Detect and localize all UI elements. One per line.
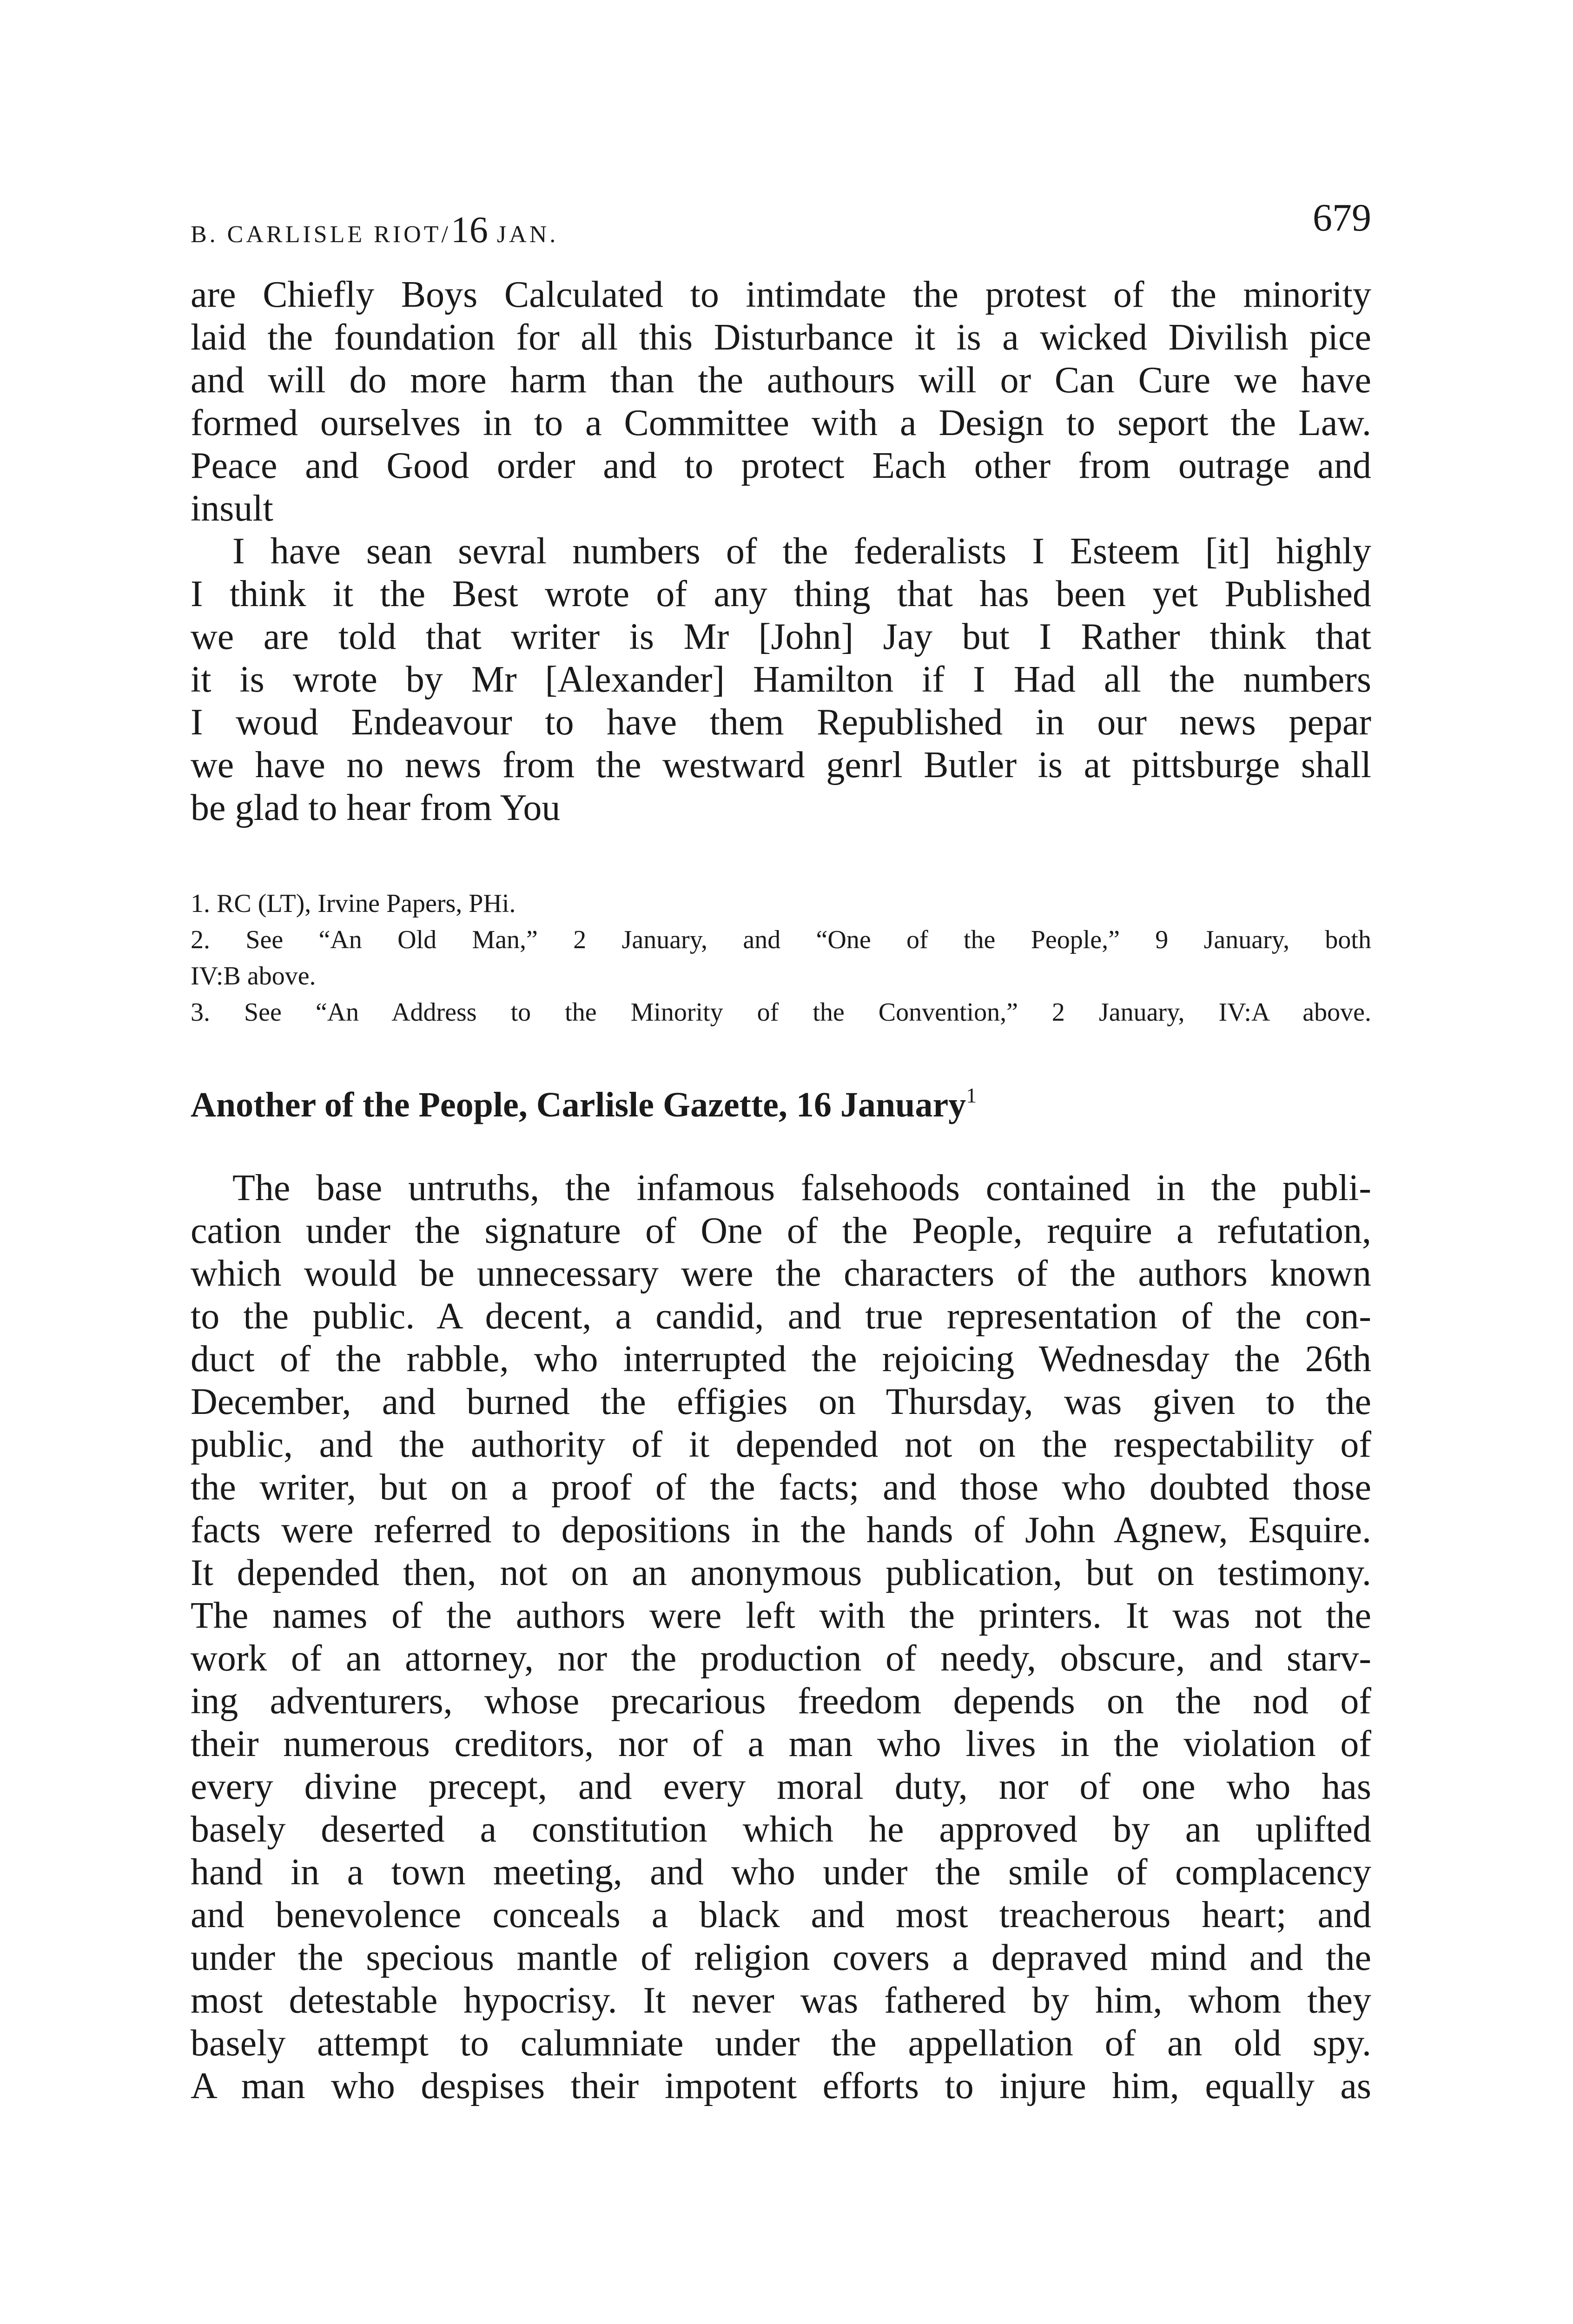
text-line: their numerous creditors, nor of a man who lives in the violation of	[191, 1723, 1371, 1764]
footnotes	[191, 885, 1371, 1030]
page-number: 679	[1313, 196, 1371, 239]
article-body	[191, 1167, 1371, 2107]
text-line: A man who despises their impotent efforts to injure him, equally as	[191, 2066, 1371, 2106]
text-line: It depended then, not on an anonymous publication, but on testimony.	[191, 1552, 1371, 1593]
footnote-line: IV:B above.	[191, 962, 316, 990]
text-line: work of an attorney, nor the production of needy, obscure, and starv-	[191, 1638, 1371, 1679]
text-line: it is wrote by Mr [Alexander] Hamilton if I Had all the numbers	[191, 659, 1371, 700]
text-line: we have no news from the westward genrl Butler is at pittsburge shall	[191, 745, 1371, 786]
text-line: are Chiefly Boys Calculated to intimdate the protest of the minority	[191, 274, 1371, 315]
text-line: duct of the rabble, who interrupted the rejoicing Wednesday the 26th	[191, 1339, 1371, 1380]
footnote-line: 3. See “An Address to the Minority of the Convention,” 2 January, IV:A above.	[191, 998, 1371, 1027]
text-line: laid the foundation for all this Disturbance it is a wicked Divilish pice	[191, 317, 1371, 358]
footnote-line: 2. See “An Old Man,” 2 January, and “One of the People,” 9 January, both	[191, 925, 1371, 954]
text-line: Peace and Good order and to protect Each other from outrage and	[191, 445, 1371, 486]
text-line: The names of the authors were left with the printers. It was not the	[191, 1595, 1371, 1636]
text-line: The base untruths, the infamous falsehoods contained in the publi-	[232, 1168, 1371, 1208]
text-line: under the specious mantle of religion covers a depraved mind and the	[191, 1937, 1371, 1978]
text-line: to the public. A decent, a candid, and true representation of the con-	[191, 1296, 1371, 1337]
text-line: every divine precept, and every moral duty, nor of one who has	[191, 1766, 1371, 1807]
text-line: and benevolence conceals a black and most treacherous heart; and	[191, 1895, 1371, 1935]
running-head-day: 16	[450, 210, 488, 251]
text-line: ing adventurers, whose precarious freedom depends on the nod of	[191, 1681, 1371, 1722]
text-line: we are told that writer is Mr [John] Jay but I Rather think that	[191, 616, 1371, 657]
text-line: public, and the authority of it depended not on the respectability of	[191, 1424, 1371, 1465]
running-head-suffix: JAN.	[488, 221, 559, 248]
letter-continuation	[191, 273, 1371, 829]
text-line: facts were referred to depositions in the hands of John Agnew, Esquire.	[191, 1510, 1371, 1551]
running-head-title	[191, 209, 558, 251]
text-line: which would be unnecessary were the characters of the authors known	[191, 1253, 1371, 1294]
text-line: the writer, but on a proof of the facts; and those who doubted those	[191, 1467, 1371, 1508]
running-head	[191, 195, 1371, 251]
text-line: basely attempt to calumniate under the appellation of an old spy.	[191, 2023, 1371, 2064]
text-line: basely deserted a constitution which he approved by an uplifted	[191, 1809, 1371, 1850]
text-line: December, and burned the effigies on Thursday, was given to the	[191, 1381, 1371, 1422]
text-line: insult	[191, 488, 273, 529]
text-line: most detestable hypocrisy. It never was fathered by him, whom they	[191, 1980, 1371, 2021]
footnote-line: 1. RC (LT), Irvine Papers, PHi.	[191, 889, 516, 918]
text-line: I have sean sevral numbers of the federalists I Esteem [it] highly	[232, 531, 1371, 572]
footnote-mark: 1	[966, 1083, 977, 1107]
text-line: formed ourselves in to a Committee with a Design to seport the Law.	[191, 403, 1371, 443]
text-line: hand in a town meeting, and who under the smile of complacency	[191, 1852, 1371, 1893]
running-head-prefix: B. CARLISLE RIOT/	[191, 221, 451, 248]
text-line: and will do more harm than the authours will or Can Cure we have	[191, 360, 1371, 401]
text-line: I woud Endeavour to have them Republished in our news pepar	[191, 702, 1371, 743]
text-line: cation under the signature of One of the People, require a refutation,	[191, 1210, 1371, 1251]
section-heading-text: Another of the People, Carlisle Gazette, 16 January	[191, 1085, 966, 1124]
section-heading	[191, 1083, 1371, 1125]
text-line: I think it the Best wrote of any thing that has been yet Published	[191, 574, 1371, 614]
text-line: be glad to hear from You	[191, 787, 561, 828]
